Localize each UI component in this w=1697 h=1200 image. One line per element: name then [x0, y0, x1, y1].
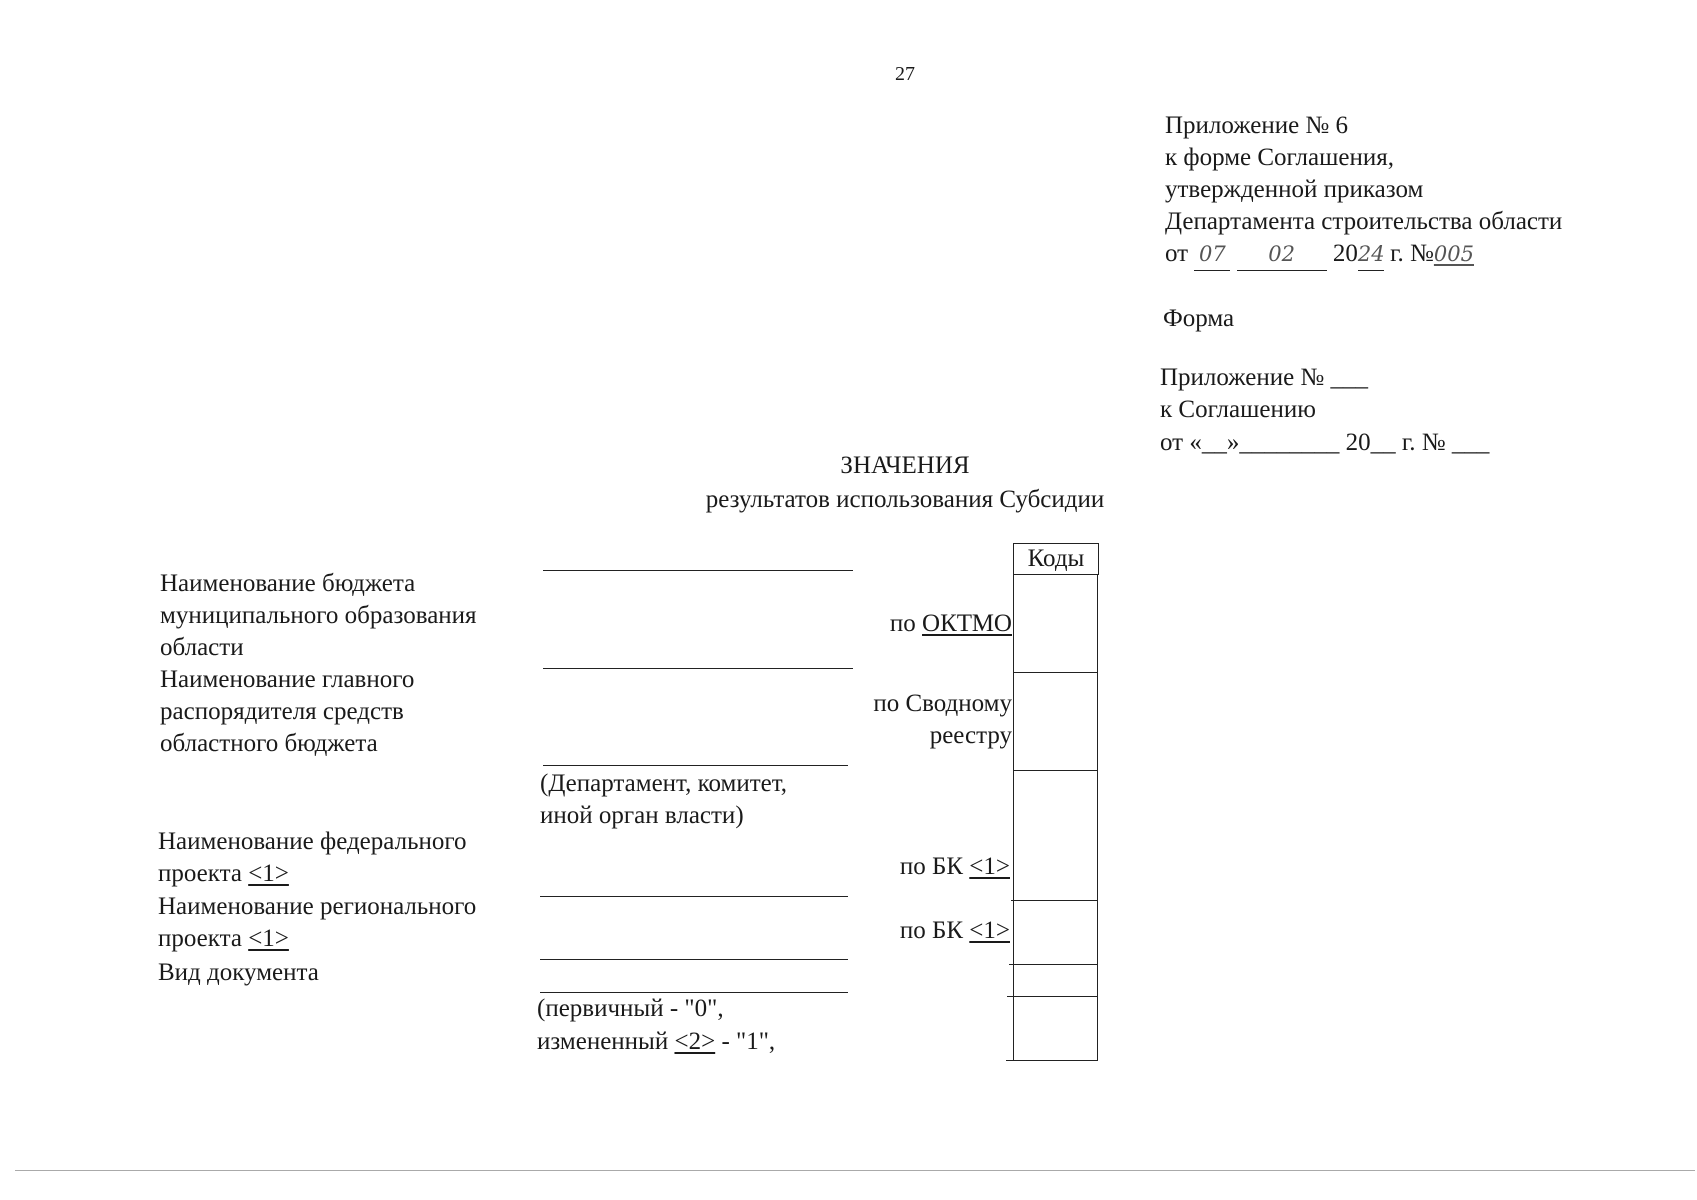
appendix-line-4: Департамента строительства области [1165, 208, 1563, 235]
document-title: ЗНАЧЕНИЯ [840, 452, 970, 479]
codes-row-sep-2 [1013, 770, 1098, 771]
footnote-ref-1[interactable]: <1> [248, 860, 289, 887]
appendix-date-line [1165, 238, 1474, 271]
date-year: 24 [1357, 242, 1385, 266]
budget-name-fill-line[interactable] [543, 570, 853, 571]
registry-label-2: реестру [929, 722, 1012, 749]
doc-type-hint-1: (первичный - "0", [537, 995, 724, 1022]
appendix-line-3: утвержденной приказом [1165, 176, 1424, 203]
document-subtitle: результатов использования Субсидии [705, 486, 1105, 513]
codes-right-border [1097, 575, 1098, 1061]
agreement-appendix-line-1: Приложение № ___ [1160, 364, 1369, 391]
codes-row-sep-1 [1013, 672, 1098, 673]
budget-name-label: Наименование бюджета муниципального образования области [160, 570, 477, 661]
federal-project-label: Наименование федерального проекта <1> [158, 828, 467, 887]
agreement-appendix-line-3: от «__»________ 20__ г. № ___ [1160, 429, 1490, 456]
page-number: 27 [895, 63, 915, 85]
bk-label-2: по БК <1> [899, 917, 1010, 944]
manager-fill-line-2[interactable] [543, 765, 848, 766]
registry-code-cell[interactable] [1015, 674, 1096, 769]
page-bottom-rule [15, 1170, 1695, 1171]
bk-label-1: по БК <1> [899, 853, 1010, 880]
manager-hint: (Департамент, комитет, иной орган власти) [540, 770, 788, 829]
doc-type-hint-2: измененный <2> - "1", [537, 1028, 776, 1055]
oktmo-label: по ОКТМО [889, 610, 1012, 637]
codes-bottom-border [1006, 1060, 1098, 1061]
federal-project-fill-line[interactable] [540, 896, 848, 897]
codes-header: Коды [1027, 545, 1085, 572]
regional-project-label: Наименование регионального проекта <1> [158, 893, 477, 952]
codes-row-sep-5 [1007, 996, 1098, 997]
footnote-ref-2[interactable]: <1> [248, 925, 289, 952]
doc-type-code-cell[interactable] [1011, 966, 1096, 995]
bk-code-cell-1[interactable] [1015, 772, 1096, 899]
date-suffix: г. № [1390, 240, 1434, 267]
bk-code-cell-2[interactable] [1013, 902, 1096, 963]
manager-name-label: Наименование главного распорядителя средств областного бюджета [160, 666, 415, 757]
appendix-line-1: Приложение № 6 [1165, 112, 1349, 139]
date-year-prefix: 20 [1332, 240, 1358, 267]
form-label: Форма [1163, 305, 1235, 332]
registry-label-1: по Сводному [873, 690, 1012, 717]
agreement-appendix-line-2: к Соглашению [1160, 396, 1316, 423]
date-day: 07 [1198, 242, 1226, 266]
manager-name-fill-line[interactable] [543, 668, 853, 669]
appendix-line-2: к форме Соглашения, [1165, 144, 1394, 171]
order-number: 005 [1433, 242, 1474, 266]
date-month: 02 [1268, 242, 1295, 266]
codes-row-sep-4 [1009, 964, 1098, 965]
codes-header-cell [1013, 543, 1099, 575]
date-prefix: от [1165, 240, 1189, 267]
regional-project-fill-line[interactable] [540, 959, 848, 960]
footnote-ref-3[interactable]: <2> [674, 1028, 716, 1055]
codes-row-sep-3 [1011, 900, 1098, 901]
doc-type-label: Вид документа [158, 959, 319, 986]
oktmo-code-cell[interactable] [1015, 577, 1096, 671]
